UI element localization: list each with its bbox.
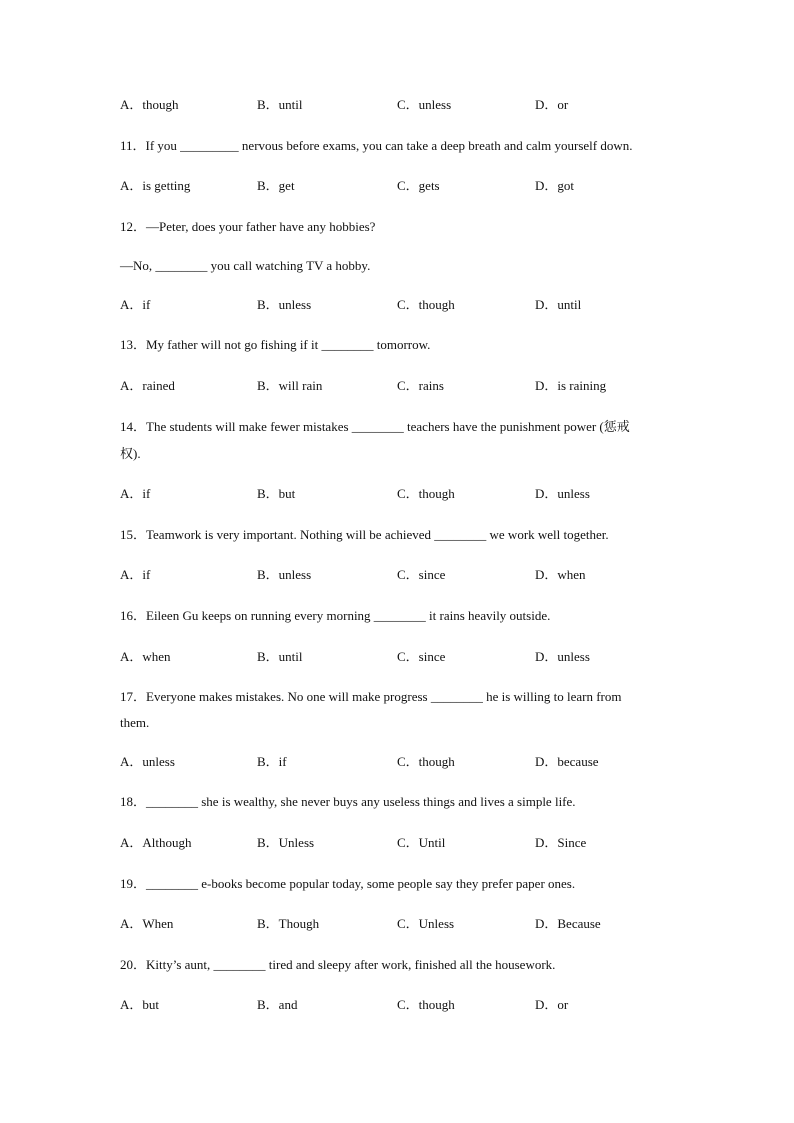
- option-d: D．unless: [535, 486, 590, 501]
- options-row: [120, 486, 680, 502]
- option-b: B．until: [257, 97, 303, 112]
- option-d: D．Since: [535, 835, 587, 850]
- options-row: [120, 997, 680, 1013]
- option-c: C．though: [397, 754, 455, 769]
- option-d: D．is raining: [535, 378, 607, 393]
- options-row: [120, 916, 680, 932]
- option-c: C．though: [397, 997, 455, 1012]
- option-c: C．since: [397, 649, 446, 664]
- options-row: [120, 567, 680, 583]
- option-c: C．gets: [397, 178, 440, 193]
- option-b: B．if: [257, 754, 287, 769]
- option-a: A．but: [120, 997, 160, 1012]
- option-c: C．rains: [397, 378, 444, 393]
- option-a: A．is getting: [120, 178, 191, 193]
- question-text: them.: [120, 715, 150, 730]
- option-b: B．but: [257, 486, 296, 501]
- option-c: C．since: [397, 567, 446, 582]
- option-a: A．when: [120, 649, 171, 664]
- options-row: [120, 835, 680, 851]
- options-row: [120, 178, 680, 194]
- option-b: B．and: [257, 997, 298, 1012]
- option-c: C．unless: [397, 97, 452, 112]
- question-text: 18．________ she is wealthy, she never buys any useless things and lives a simple life.: [120, 794, 576, 809]
- question-text: 14．The students will make fewer mistakes ________ teachers have the punishment power (惩戒: [120, 419, 630, 434]
- question-text: 15．Teamwork is very important. Nothing will be achieved ________ we work well together.: [120, 527, 609, 542]
- option-c: C．Until: [397, 835, 446, 850]
- option-d: D．when: [535, 567, 586, 582]
- option-d: D．Because: [535, 916, 601, 931]
- option-b: B．unless: [257, 297, 312, 312]
- option-b: B．Though: [257, 916, 320, 931]
- options-row: [120, 378, 680, 394]
- option-c: C．though: [397, 297, 455, 312]
- option-a: A．rained: [120, 378, 175, 393]
- question-text: —No, ________ you call watching TV a hobby.: [120, 258, 371, 273]
- question-text: 16．Eileen Gu keeps on running every morning ________ it rains heavily outside.: [120, 608, 551, 623]
- option-a: A．if: [120, 486, 151, 501]
- option-b: B．Unless: [257, 835, 315, 850]
- question-text: 17．Everyone makes mistakes. No one will make progress ________ he is willing to learn from: [120, 689, 622, 704]
- option-b: B．unless: [257, 567, 312, 582]
- option-a: A．though: [120, 97, 179, 112]
- options-row: [120, 97, 680, 113]
- option-a: A．if: [120, 567, 151, 582]
- question-text: 13．My father will not go fishing if it ________ tomorrow.: [120, 337, 431, 352]
- question-text: 11．If you _________ nervous before exams, you can take a deep breath and calm yourself down.: [120, 138, 633, 153]
- option-a: A．unless: [120, 754, 175, 769]
- question-text: 20．Kitty’s aunt, ________ tired and sleepy after work, finished all the housework.: [120, 957, 556, 972]
- option-d: D．got: [535, 178, 575, 193]
- question-text: 权).: [120, 446, 141, 461]
- option-d: D．until: [535, 297, 582, 312]
- question-text: 12．—Peter, does your father have any hobbies?: [120, 219, 376, 234]
- option-c: C．though: [397, 486, 455, 501]
- option-d: D．or: [535, 997, 569, 1012]
- option-d: D．or: [535, 97, 569, 112]
- option-d: D．because: [535, 754, 599, 769]
- option-b: B．get: [257, 178, 295, 193]
- option-a: A．Although: [120, 835, 192, 850]
- option-c: C．Unless: [397, 916, 455, 931]
- option-a: A．When: [120, 916, 174, 931]
- option-b: B．will rain: [257, 378, 323, 393]
- question-text: 19．________ e-books become popular today, some people say they prefer paper ones.: [120, 876, 576, 891]
- option-d: D．unless: [535, 649, 590, 664]
- option-b: B．until: [257, 649, 303, 664]
- options-row: [120, 754, 680, 770]
- options-row: [120, 649, 680, 665]
- option-a: A．if: [120, 297, 151, 312]
- options-row: [120, 297, 680, 313]
